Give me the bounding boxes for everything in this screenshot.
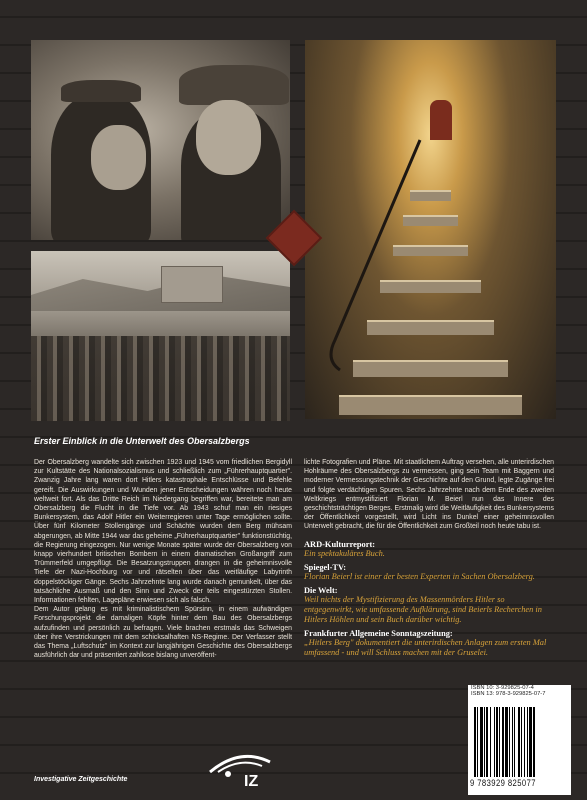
barcode-bar xyxy=(486,707,488,777)
review-quote: Florian Beierl ist einer der besten Experten in Sachen Obersalzberg. xyxy=(304,572,535,581)
review-quote: Ein spektakuläres Buch. xyxy=(304,549,385,558)
photo-hitler-and-officer xyxy=(31,40,290,240)
barcode-bar xyxy=(533,707,535,777)
review-source: Die Welt: xyxy=(304,586,338,595)
blurb-right-column xyxy=(304,458,554,532)
isbn-10: ISBN 10: 3-929825-07-4 xyxy=(471,685,534,691)
barcode-bar xyxy=(490,707,491,777)
barcode-bar xyxy=(521,707,522,777)
review-quote: „Hitlers Berg" dokumentiert die unterirdischen Anlagen zum ersten Mal umfassend - und will Schluss machen mit der Gruselei. xyxy=(304,638,547,657)
barcode-bar xyxy=(527,707,528,777)
barcode-bar xyxy=(494,707,495,777)
photo-bunker-staircase xyxy=(305,40,556,419)
series-label: Investigative Zeitgeschichte xyxy=(34,776,128,783)
publisher-logo-text: IZ xyxy=(244,773,259,790)
publisher-logo xyxy=(200,742,280,792)
barcode-bar xyxy=(477,707,478,777)
review-source: Frankfurter Allgemeine Sonntagszeitung: xyxy=(304,629,453,638)
blurb-left-column xyxy=(34,458,292,660)
barcode-bars xyxy=(472,707,567,777)
barcode-bar xyxy=(529,707,532,777)
blurb-paragraph: Dem Autor gelang es mit kriminalistischem Spürsinn, in einem aufwändigen Forschungsprojekt die damaligen Köpfe hinter dem Bau des Obersalzbergs aufzufinden und persönlich zu befragen. Viele brachen erstmals das Schweigen über ihre Verstrickungen mit dem schicksalhaften NS-Regime. Der Verfasser stellt das Thema „Luftschutz" im Kontext zur langjährigen Geschichte des Obersalzbergs ausführlich dar und präsentiert zahllose bislang unveröffent- xyxy=(34,606,292,660)
press-reviews xyxy=(304,536,556,658)
section-heading: Erster Einblick in die Unterwelt des Obersalzbergs xyxy=(34,436,250,446)
isbn-13: ISBN 13: 978-3-929825-07-7 xyxy=(471,691,546,697)
barcode-bar xyxy=(484,707,485,777)
barcode-bar xyxy=(524,707,525,777)
barcode-block xyxy=(468,685,571,795)
review-source: Spiegel-TV: xyxy=(304,563,347,572)
barcode-number: 9 783929 825077 xyxy=(470,778,536,788)
barcode-bar xyxy=(505,707,508,777)
barcode-bar xyxy=(502,707,504,777)
barcode-bar xyxy=(499,707,500,777)
barcode-bar xyxy=(480,707,483,777)
barcode-bar xyxy=(518,707,520,777)
barcode-bar xyxy=(474,707,476,777)
blurb-paragraph: Der Obersalzberg wandelte sich zwischen 1923 und 1945 vom friedlichen Bergidyll zur Kultstätte des Nationalsozialismus und schließlich zum „Führerhauptquartier". Zwanzig Jahre lang waren dort Hitlers katastrophale Entschlüsse und Befehle gereift. Die Auswirkungen und Wunden jener Entscheidungen währen noch heute weltweit fort. Als das Dritte Reich im Niedergang begriffen war, bereitete man am Obersalzberg die Flucht in die Tiefe vor. Ab 1943 schuf man ein riesiges Bunkersystem, das Adolf Hitler ein Weiterregieren unter Tage ermöglichen sollte. Über fünf Kilometer Stollengänge und Schächte wurden dem Berg mühsam abgerungen, ab Mitte 1944 war das geheime „Führerhauptquartier" funktionstüchtig, die Regierung eingezogen. Nur wenige Monate später wurde der Obersalzberg von knapp vierhundert britischen Bombern in einem dramatischen Großangriff zum Trümmerfeld umgepflügt. Die Besatzungstruppen drangen in die geheimnisvolle Tiefe der Nazi-Hochburg vor und rätselten über das weitläufige Labyrinth doppelstöckiger Gänge. Sechs Jahrzehnte lang wurde danach gemunkelt, über das tatsächliche Ausmaß und den Sinn und Zweck der teils eingestürzten Stollen. Informationen fehlten, Lagepläne erwiesen sich als falsch. xyxy=(34,459,292,605)
blurb-paragraph: lichte Fotografien und Pläne. Mit staatlichem Auftrag versehen, alle unterirdischen Hohlräume des Obersalzbergs zu vermessen, ging sein Team mit Baggern und moderner Vermessungstechnik der Geschichte auf den Grund, legte Zugänge frei und folgte verdächtigen Spuren. Sechs Jahrzehnte nach dem Ende des zweiten Weltkriegs entmystifiziert Florian M. Beierl nun das Innere des geschichtsträchtigen Berges. Erstmalig wird die Weitläufigkeit des Bunkersystems der Öffentlichkeit vorgestellt, wird Licht ins Dunkel einer geheimnisvollen Unterwelt gebracht, die für die Öffentlichkeit zum Großteil noch heute tabu ist. xyxy=(304,459,554,531)
review-source: ARD-Kulturreport: xyxy=(304,540,376,549)
barcode-bar xyxy=(512,707,513,777)
barcode-bar xyxy=(496,707,498,777)
review-quote: Weil nichts der Mystifizierung des Massenmörders Hitler so entgegenwirkt, wie umfassende Aufklärung, sind Beierls Recherchen in Hitlers Höhlen und sein Buch darüber wichtig. xyxy=(304,595,542,624)
barcode-bar xyxy=(514,707,515,777)
barcode-bar xyxy=(509,707,510,777)
photo-obersalzberg-ruins xyxy=(31,251,290,421)
